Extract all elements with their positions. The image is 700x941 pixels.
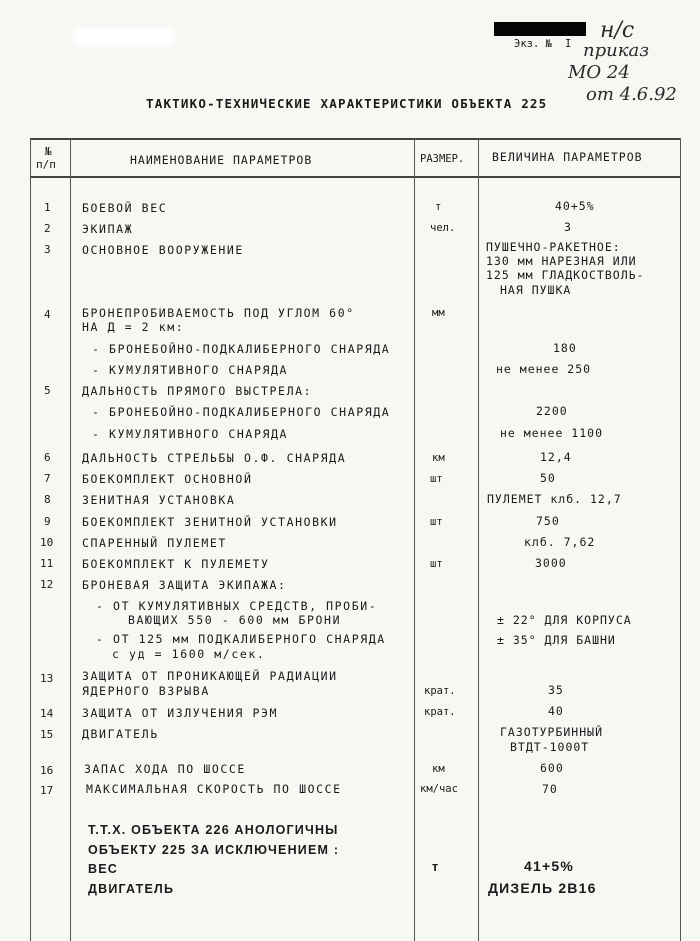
sub-param-value: ± 22° ДЛЯ КОРПУСА	[497, 613, 632, 627]
row-num: 11	[40, 557, 54, 570]
handwritten-mo: МО 24	[568, 62, 630, 83]
sub-param-name: - БРОНЕБОЙНО-ПОДКАЛИБЕРНОГО СНАРЯДА	[92, 405, 391, 419]
param-unit: шт	[430, 473, 443, 485]
param-name: БОЕКОМПЛЕКТ ОСНОВНОЙ	[82, 472, 253, 486]
param-name: БОЕКОМПЛЕКТ ЗЕНИТНОЙ УСТАНОВКИ	[82, 515, 338, 529]
num-column-divider	[70, 138, 71, 941]
param-value: 40	[548, 704, 564, 718]
footnote-weight-label: ВЕС	[88, 862, 118, 876]
param-unit: км	[432, 763, 445, 775]
param-unit: т	[435, 201, 442, 213]
copy-number: I	[565, 38, 572, 50]
row-num: 16	[40, 764, 54, 777]
param-value: 35	[548, 683, 564, 697]
param-value: 12,4	[540, 450, 572, 464]
param-name: ОСНОВНОЕ ВООРУЖЕНИЕ	[82, 243, 244, 257]
param-value-line: ВТДТ-1000Т	[510, 740, 590, 754]
footnote-engine-value: ДИЗЕЛЬ 2В16	[488, 880, 597, 896]
footnote-line: Т.Т.Х. ОБЪЕКТА 226 АНОЛОГИЧНЫ	[88, 823, 339, 837]
param-unit: км	[432, 452, 445, 464]
table-left-border	[30, 138, 31, 941]
param-value: 3	[564, 220, 572, 234]
param-value-line: НАЯ ПУШКА	[500, 283, 572, 297]
param-value: 40+5%	[555, 199, 595, 213]
sub-param-value: не менее 250	[496, 362, 592, 376]
header-value: ВЕЛИЧИНА ПАРАМЕТРОВ	[492, 150, 643, 164]
footnote-line: ОБЪЕКТУ 225 ЗА ИСКЛЮЧЕНИЕМ :	[88, 843, 340, 857]
copy-label: Экз. №	[514, 38, 552, 50]
param-name: ЗАЩИТА ОТ ИЗЛУЧЕНИЯ РЭМ	[82, 706, 279, 720]
param-value-line: ГАЗОТУРБИННЫЙ	[500, 725, 604, 739]
param-value: 50	[540, 471, 556, 485]
handwritten-order: приказ	[583, 40, 650, 61]
row-num: 2	[44, 222, 51, 235]
sub-param-value: 180	[553, 341, 577, 355]
sub-param-value: 2200	[536, 404, 568, 418]
header-num-symbol: №	[45, 145, 52, 158]
row-num: 13	[40, 672, 54, 685]
param-value: 600	[540, 761, 564, 775]
header-name: НАИМЕНОВАНИЕ ПАРАМЕТРОВ	[130, 153, 313, 167]
footnote-engine-label: ДВИГАТЕЛЬ	[88, 882, 175, 896]
param-name-line: НА Д = 2 км:	[82, 320, 185, 334]
header-bottom-border	[30, 176, 680, 178]
param-name: ДВИГАТЕЛЬ	[82, 727, 159, 741]
unit-column-divider	[478, 138, 479, 941]
sub-param-name-cont: ВАЮЩИХ 550 - 600 мм БРОНИ	[128, 613, 342, 627]
param-value: 3000	[535, 556, 567, 570]
row-num: 12	[40, 578, 54, 591]
sub-param-name-cont: с уд = 1600 м/сек.	[112, 647, 266, 661]
name-column-divider	[414, 138, 415, 941]
row-num: 3	[44, 243, 51, 256]
param-unit: крат.	[424, 685, 456, 697]
param-name: ЭКИПАЖ	[82, 222, 134, 236]
row-num: 8	[44, 493, 51, 506]
param-name: БРОНЕВАЯ ЗАЩИТА ЭКИПАЖА:	[82, 578, 287, 592]
row-num: 10	[40, 536, 54, 549]
param-value: 70	[542, 782, 558, 796]
param-value-line: ПУШЕЧНО-РАКЕТНОЕ:	[486, 240, 621, 254]
row-num: 14	[40, 707, 54, 720]
row-num: 7	[44, 472, 51, 485]
param-unit: крат.	[424, 706, 456, 718]
handwritten-date: от 4.6.92	[586, 84, 677, 105]
param-name: ЗЕНИТНАЯ УСТАНОВКА	[82, 493, 236, 507]
row-num: 15	[40, 728, 54, 741]
sub-param-name: - ОТ КУМУЛЯТИВНЫХ СРЕДСТВ, ПРОБИ-	[96, 599, 378, 613]
param-unit: чел.	[430, 222, 456, 234]
param-unit: км/час	[420, 783, 458, 795]
row-num: 4	[44, 308, 51, 321]
param-value: ПУЛЕМЕТ клб. 12,7	[487, 492, 622, 506]
sub-param-name: - ОТ 125 мм ПОДКАЛИБЕРНОГО СНАРЯДА	[96, 632, 386, 646]
param-value-line: 130 мм НАРЕЗНАЯ ИЛИ	[486, 254, 637, 268]
row-num: 5	[44, 384, 51, 397]
sub-param-value: не менее 1100	[500, 426, 604, 440]
row-num: 6	[44, 451, 51, 464]
param-name-line: БРОНЕПРОБИВАЕМОСТЬ ПОД УГЛОМ 60°	[82, 306, 355, 320]
param-name: ДАЛЬНОСТЬ ПРЯМОГО ВЫСТРЕЛА:	[82, 384, 313, 398]
redaction-bar	[494, 22, 586, 36]
table-top-border	[30, 138, 680, 140]
param-name: ДАЛЬНОСТЬ СТРЕЛЬБЫ О.Ф. СНАРЯДА	[82, 451, 347, 465]
footnote-weight-unit: т	[432, 860, 440, 874]
param-unit: шт	[430, 558, 443, 570]
param-unit: мм	[432, 307, 445, 319]
param-name: БОЕКОМПЛЕКТ К ПУЛЕМЕТУ	[82, 557, 270, 571]
param-name: МАКСИМАЛЬНАЯ СКОРОСТЬ ПО ШОССЕ	[86, 782, 342, 796]
param-name: СПАРЕННЫЙ ПУЛЕМЕТ	[82, 536, 227, 550]
row-num: 9	[44, 515, 51, 528]
row-num: 1	[44, 201, 51, 214]
row-num: 17	[40, 784, 54, 797]
header-unit: РАЗМЕР.	[420, 153, 465, 165]
sub-param-name: - КУМУЛЯТИВНОГО СНАРЯДА	[92, 427, 289, 441]
param-name-line: ЯДЕРНОГО ВЗРЫВА	[82, 684, 210, 698]
param-name: ЗАПАС ХОДА ПО ШОССЕ	[84, 762, 246, 776]
param-value-line: 125 мм ГЛАДКОСТВОЛЬ-	[486, 268, 645, 282]
param-name: БОЕВОЙ ВЕС	[82, 201, 168, 215]
document-title: ТАКТИКО-ТЕХНИЧЕСКИЕ ХАРАКТЕРИСТИКИ ОБЪЕКТА 225	[146, 96, 548, 111]
sub-param-name: - КУМУЛЯТИВНОГО СНАРЯДА	[92, 363, 289, 377]
sub-param-value: ± 35° ДЛЯ БАШНИ	[497, 633, 616, 647]
handwritten-note: н/с	[600, 18, 635, 43]
header-num-label: п/п	[36, 158, 56, 171]
param-name-line: ЗАЩИТА ОТ ПРОНИКАЮЩЕЙ РАДИАЦИИ	[82, 669, 338, 683]
erased-mark	[72, 28, 176, 46]
param-unit: шт	[430, 516, 443, 528]
footnote-weight-value: 41+5%	[524, 858, 574, 874]
sub-param-name: - БРОНЕБОЙНО-ПОДКАЛИБЕРНОГО СНАРЯДА	[92, 342, 391, 356]
table-right-border	[680, 138, 681, 941]
param-value: клб. 7,62	[524, 535, 596, 549]
param-value: 750	[536, 514, 560, 528]
